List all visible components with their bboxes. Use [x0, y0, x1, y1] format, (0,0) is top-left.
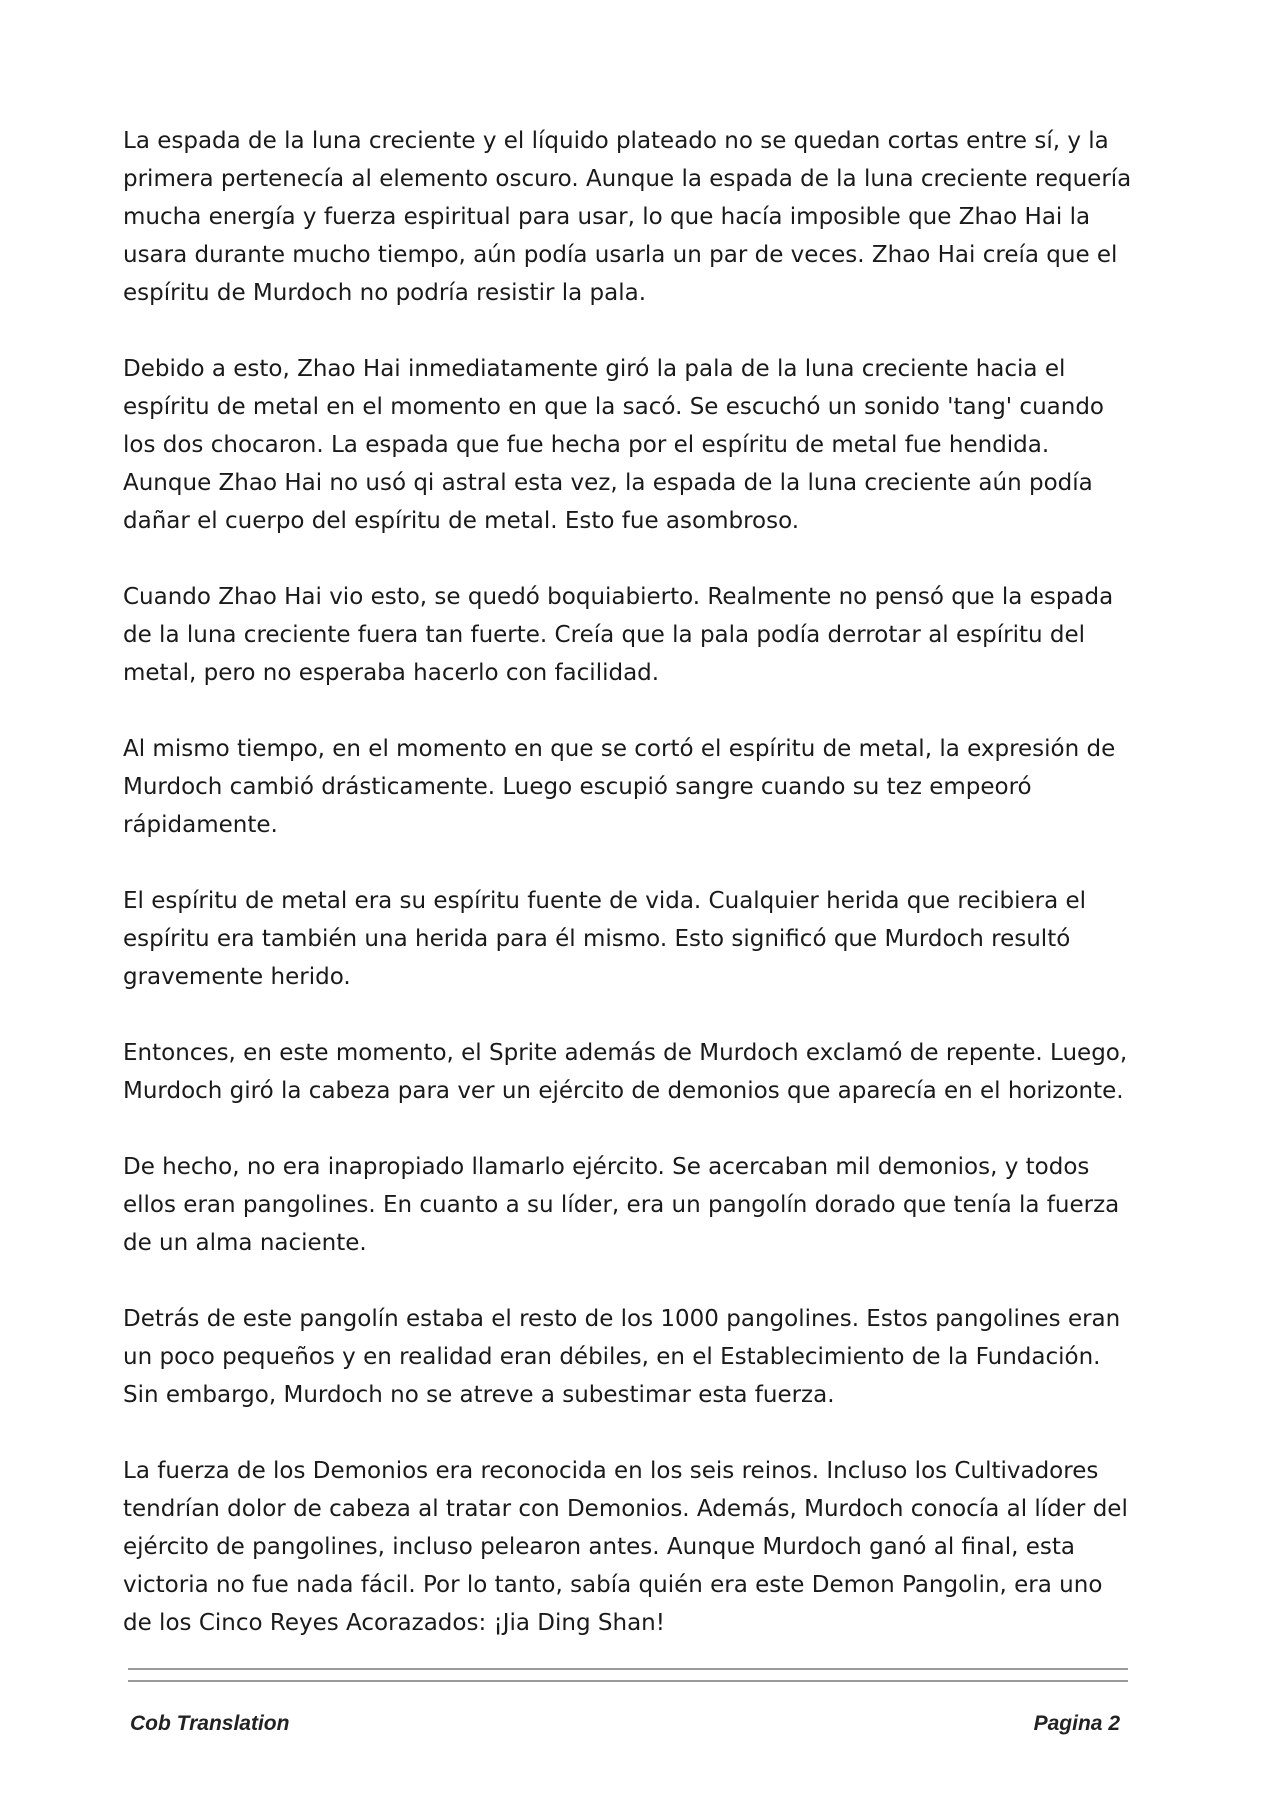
footer-divider-bottom — [128, 1680, 1128, 1682]
paragraph: La espada de la luna creciente y el líquido plateado no se quedan cortas entre sí, y la primera pertenecía al elemento oscuro. Aunque la espada de la luna creciente requería mucha energía y fuerza espiritual para usar, lo que hacía imposible que Zhao Hai la usara durante mucho tiempo, aún podía usarla un par de veces. Zhao Hai creía que el espíritu de Murdoch no podría resistir la pala. — [123, 128, 1132, 306]
paragraph: El espíritu de metal era su espíritu fuente de vida. Cualquier herida que recibiera el espíritu era también una herida para él mismo. Esto significó que Murdoch resultó gravemente herido. — [123, 888, 1087, 990]
footer-divider-top — [128, 1668, 1128, 1670]
document-body — [123, 122, 1133, 1680]
paragraph: De hecho, no era inapropiado llamarlo ejército. Se acercaban mil demonios, y todos ellos eran pangolines. En cuanto a su líder, era un pangolín dorado que tenía la fuerza de un alma naciente. — [123, 1154, 1120, 1256]
paragraph: La fuerza de los Demonios era reconocida en los seis reinos. Incluso los Cultivadores tendrían dolor de cabeza al tratar con Demonios. Además, Murdoch conocía al líder del ejército de pangolines, incluso pelearon antes. Aunque Murdoch ganó al final, esta victoria no fue nada fácil. Por lo tanto, sabía quién era este Demon Pangolin, era uno de los Cinco Reyes Acorazados: ¡Jia Ding Shan! — [123, 1458, 1128, 1636]
paragraph: Debido a esto, Zhao Hai inmediatamente giró la pala de la luna creciente hacia el espíritu de metal en el momento en que la sacó. Se escuchó un sonido 'tang' cuando los dos chocaron. La espada que fue hecha por el espíritu de metal fue hendida. Aunque Zhao Hai no usó qi astral esta vez, la espada de la luna creciente aún podía dañar el cuerpo del espíritu de metal. Esto fue asombroso. — [123, 356, 1104, 534]
paragraph: Cuando Zhao Hai vio esto, se quedó boquiabierto. Realmente no pensó que la espada de la luna creciente fuera tan fuerte. Creía que la pala podía derrotar al espíritu del metal, pero no esperaba hacerlo con facilidad. — [123, 584, 1114, 686]
footer-publisher: Cob Translation — [130, 1712, 290, 1735]
paragraph: Al mismo tiempo, en el momento en que se cortó el espíritu de metal, la expresión de Murdoch cambió drásticamente. Luego escupió sangre cuando su tez empeoró rápidamente. — [123, 736, 1116, 838]
paragraph: Detrás de este pangolín estaba el resto de los 1000 pangolines. Estos pangolines eran un poco pequeños y en realidad eran débiles, en el Establecimiento de la Fundación. Sin embargo, Murdoch no se atreve a subestimar esta fuerza. — [123, 1306, 1121, 1408]
footer-page-number: Pagina 2 — [1033, 1712, 1120, 1735]
paragraph: Entonces, en este momento, el Sprite además de Murdoch exclamó de repente. Luego, Murdoch giró la cabeza para ver un ejército de demonios que aparecía en el horizonte. — [123, 1040, 1128, 1104]
